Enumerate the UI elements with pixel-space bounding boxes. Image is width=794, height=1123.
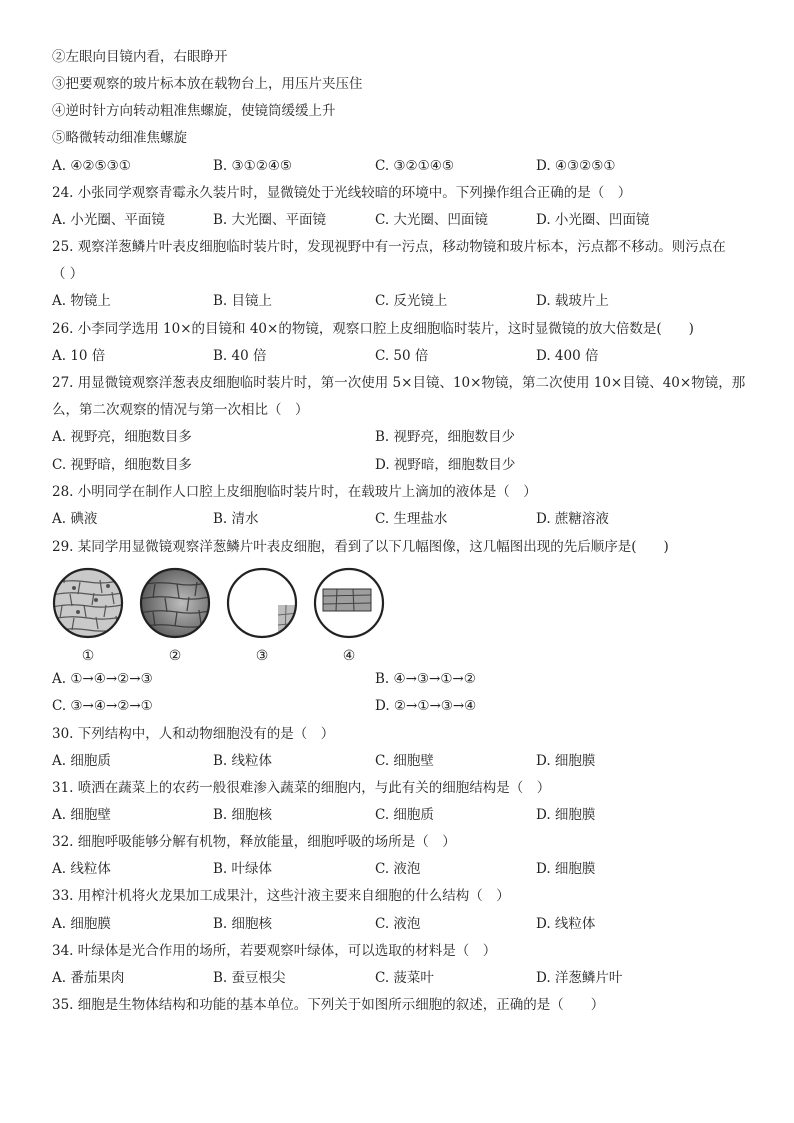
- figure-label-4: ④: [342, 648, 356, 664]
- q28-option-c: C. 生理盐水: [375, 511, 448, 527]
- microscope-view-2: [137, 565, 213, 641]
- q30-option-a: A. 细胞质: [52, 753, 111, 769]
- q23-option-c: C. ③②①④⑤: [375, 158, 454, 174]
- q31-option-c: C. 细胞质: [375, 807, 434, 823]
- q31-stem: 31. 喷洒在蔬菜上的农药一般很难渗入蔬菜的细胞内，与此有关的细胞结构是（ ）: [52, 780, 551, 796]
- figure-label-3: ③: [255, 648, 269, 664]
- q27-stem: 27. 用显微镜观察洋葱表皮细胞临时装片时，第一次使用 5×目镜、10×物镜，第二次使用 10×目镜、40×物镜，那: [52, 375, 746, 391]
- q30-option-c: C. 细胞壁: [375, 753, 434, 769]
- q30-option-d: D. 细胞膜: [536, 753, 596, 769]
- q33-option-a: A. 细胞膜: [52, 916, 111, 932]
- q30-option-b: B. 线粒体: [213, 753, 273, 769]
- figure-label-2: ②: [168, 648, 182, 664]
- figure-label-1: ①: [81, 648, 95, 664]
- q30-stem: 30. 下列结构中，人和动物细胞没有的是（ ）: [52, 726, 335, 742]
- q24-stem: 24. 小张同学观察青霉永久装片时，显微镜处于光线较暗的环境中。下列操作组合正确的是（ ）: [52, 185, 632, 201]
- microscope-view-4: [311, 565, 387, 641]
- q31-option-a: A. 细胞壁: [52, 807, 111, 823]
- q29-option-a: A. ①→④→②→③: [52, 671, 153, 687]
- q24-option-d: D. 小光圈、凹面镜: [536, 212, 650, 228]
- q24-option-b: B. 大光圈、平面镜: [213, 212, 327, 228]
- q26-option-d: D. 400 倍: [536, 348, 599, 364]
- q26-option-a: A. 10 倍: [52, 348, 106, 364]
- q33-option-b: B. 细胞核: [213, 916, 273, 932]
- q29-option-c: C. ③→④→②→①: [52, 698, 153, 714]
- step-5: ⑤略微转动细准焦螺旋: [52, 130, 187, 146]
- q23-option-d: D. ④③②⑤①: [536, 158, 616, 174]
- q34-option-c: C. 菠菜叶: [375, 970, 434, 986]
- q25-option-a: A. 物镜上: [52, 293, 111, 309]
- q27-option-d: D. 视野暗，细胞数目少: [375, 457, 516, 473]
- q27-stem-continued: 么，第二次观察的情况与第一次相比（ ）: [52, 402, 309, 418]
- q29-option-d: D. ②→①→③→④: [375, 698, 477, 714]
- q24-option-a: A. 小光圈、平面镜: [52, 212, 165, 228]
- microscope-view-1: [50, 565, 126, 641]
- q29-stem: 29. 某同学用显微镜观察洋葱鳞片叶表皮细胞，看到了以下几幅图像，这几幅图出现的先后顺序是( ): [52, 539, 669, 555]
- q34-option-d: D. 洋葱鳞片叶: [536, 970, 623, 986]
- q32-option-b: B. 叶绿体: [213, 861, 273, 877]
- q32-option-a: A. 线粒体: [52, 861, 111, 877]
- q28-option-b: B. 清水: [213, 511, 259, 527]
- q34-option-a: A. 番茄果肉: [52, 970, 125, 986]
- q23-option-b: B. ③①②④⑤: [213, 158, 293, 174]
- q26-option-b: B. 40 倍: [213, 348, 267, 364]
- q28-option-d: D. 蔗糖溶液: [536, 511, 609, 527]
- q32-option-c: C. 液泡: [375, 861, 421, 877]
- step-3: ③把要观察的玻片标本放在载物台上，用压片夹压住: [52, 76, 363, 92]
- q32-option-d: D. 细胞膜: [536, 861, 596, 877]
- q33-option-c: C. 液泡: [375, 916, 421, 932]
- q35-stem: 35. 细胞是生物体结构和功能的基本单位。下列关于如图所示细胞的叙述，正确的是（ ）: [52, 997, 605, 1013]
- step-2: ②左眼向目镜内看，右眼睁开: [52, 49, 228, 65]
- q34-stem: 34. 叶绿体是光合作用的场所，若要观察叶绿体，可以选取的材料是（ ）: [52, 943, 497, 959]
- q26-option-c: C. 50 倍: [375, 348, 429, 364]
- q23-option-a: A. ④②⑤③①: [52, 158, 131, 174]
- q26-stem: 26. 小李同学选用 10×的目镜和 40×的物镜，观察口腔上皮细胞临时装片，这时显微镜的放大倍数是( ): [52, 321, 694, 337]
- q27-option-c: C. 视野暗，细胞数目多: [52, 457, 192, 473]
- q28-option-a: A. 碘液: [52, 511, 98, 527]
- q32-stem: 32. 细胞呼吸能够分解有机物，释放能量，细胞呼吸的场所是（ ）: [52, 834, 456, 850]
- q25-option-d: D. 载玻片上: [536, 293, 609, 309]
- q27-option-a: A. 视野亮，细胞数目多: [52, 429, 192, 445]
- q24-option-c: C. 大光圈、凹面镜: [375, 212, 488, 228]
- q27-option-b: B. 视野亮，细胞数目少: [375, 429, 516, 445]
- q25-option-b: B. 目镜上: [213, 293, 273, 309]
- q28-stem: 28. 小明同学在制作人口腔上皮细胞临时装片时，在载玻片上滴加的液体是（ ）: [52, 484, 537, 500]
- q33-stem: 33. 用榨汁机将火龙果加工成果汁，这些汁液主要来自细胞的什么结构（ ）: [52, 888, 510, 904]
- q25-option-c: C. 反光镜上: [375, 293, 448, 309]
- q25-stem-continued: （ ）: [52, 266, 84, 282]
- q33-option-d: D. 线粒体: [536, 916, 596, 932]
- step-4: ④逆时针方向转动粗准焦螺旋，使镜筒缓缓上升: [52, 103, 336, 119]
- q31-option-d: D. 细胞膜: [536, 807, 596, 823]
- q25-stem: 25. 观察洋葱鳞片叶表皮细胞临时装片时，发现视野中有一污点，移动物镜和玻片标本，污点都不移动。则污点在: [52, 239, 726, 255]
- q34-option-b: B. 蚕豆根尖: [213, 970, 286, 986]
- microscope-view-3: [224, 565, 300, 641]
- q31-option-b: B. 细胞核: [213, 807, 273, 823]
- q29-option-b: B. ④→③→①→②: [375, 671, 476, 687]
